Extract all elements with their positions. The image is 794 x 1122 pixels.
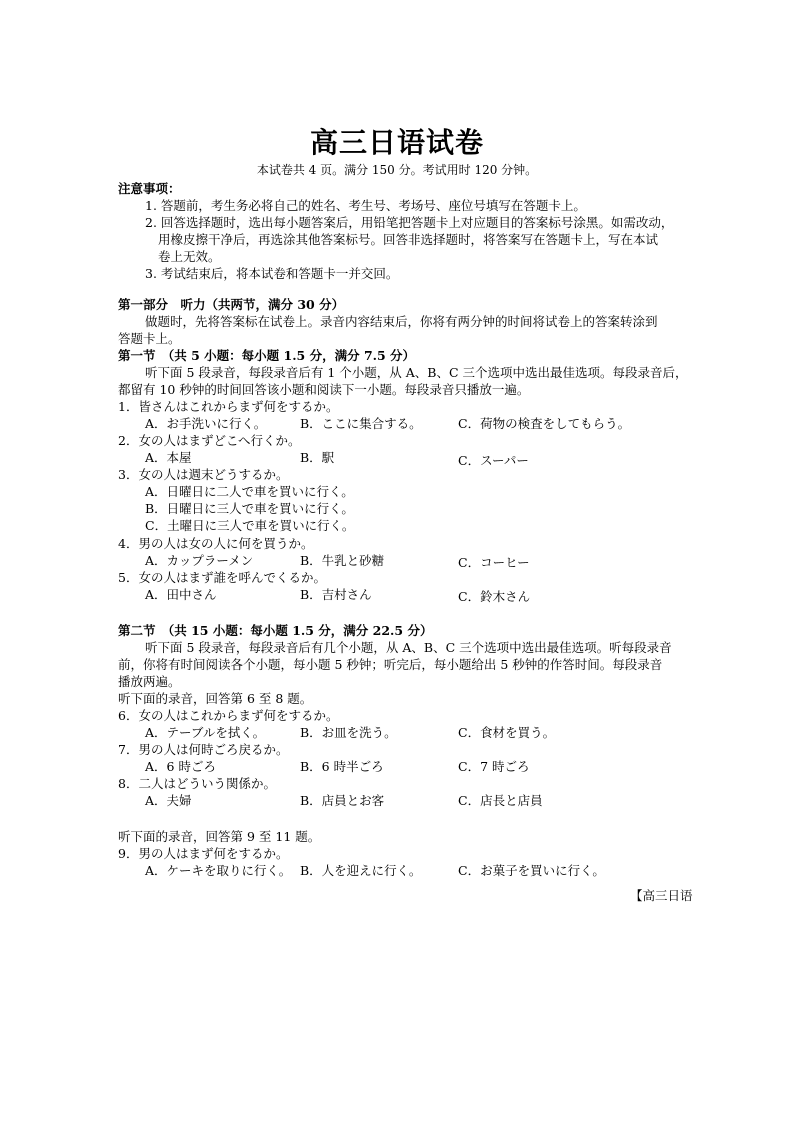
option-b: B．人を迎えに行く。 — [300, 863, 422, 878]
exam-subtitle: 本试卷共 4 页。满分 150 分。考试用时 120 分钟。 — [256, 163, 538, 177]
page-title: 高三日语试卷 — [309, 126, 484, 159]
option-a: A．カップラーメン — [145, 553, 254, 568]
option-a: A．日曜日に二人で車を買いに行く。 — [145, 484, 354, 499]
option-c: C．お菓子を買いに行く。 — [458, 863, 605, 878]
group-instruction: 听下面的录音，回答第 6 至 8 题。 — [118, 691, 313, 706]
section2-intro: 播放两遍。 — [118, 674, 181, 689]
option-b: B．お皿を洗う。 — [300, 725, 397, 740]
option-b: B．牛乳と砂糖 — [300, 553, 385, 568]
part1-intro: 答题卡上。 — [118, 331, 181, 346]
section1-heading: 第一节 （共 5 小题：每小题 1.5 分，满分 7.5 分） — [118, 348, 416, 363]
section1-intro: 都留有 10 秒钟的时间回答该小题和阅读下一小题。每段录音只播放一遍。 — [118, 382, 530, 397]
notice-item: 2. 回答选择题时，选出每小题答案后，用铅笔把答题卡上对应题目的答案标号涂黑。如需改动， — [145, 215, 674, 230]
question-text: 6．女の人はこれからまず何をするか。 — [118, 708, 339, 723]
notice-item: 1. 答题前，考生务必将自己的姓名、考生号、考场号、座位号填写在答题卡上。 — [145, 198, 586, 213]
notice-item: 3. 考试结束后，将本试卷和答题卡一并交回。 — [145, 266, 399, 281]
option-a: A．田中さん — [145, 587, 217, 602]
option-c: C．7 時ごろ — [458, 759, 530, 774]
option-a: A．テーブルを拭く。 — [145, 725, 266, 740]
option-c: C．土曜日に三人で車を買いに行く。 — [145, 518, 355, 533]
option-a: A．本屋 — [145, 450, 192, 465]
option-b: B．日曜日に三人で車を買いに行く。 — [145, 501, 354, 516]
question-text: 9．男の人はまず何をするか。 — [118, 846, 289, 861]
option-a: A．6 時ごろ — [145, 759, 216, 774]
option-b: B．吉村さん — [300, 587, 372, 602]
section2-heading: 第二节 （共 15 小题：每小题 1.5 分，满分 22.5 分） — [118, 623, 433, 638]
question-text: 8．二人はどういう関係か。 — [118, 776, 276, 791]
option-b: B．ここに集合する。 — [300, 416, 422, 431]
option-c: C．鈴木さん — [458, 589, 531, 604]
question-text: 1．皆さんはこれからまず何をするか。 — [118, 399, 339, 414]
part1-heading: 第一部分 听力（共两节，满分 30 分） — [118, 297, 345, 312]
question-text: 3．女の人は週末どうするか。 — [118, 467, 289, 482]
section1-intro: 听下面 5 段录音，每段录音后有 1 个小题，从 A、B、C 三个选项中选出最佳选项。每段录音后， — [145, 365, 688, 380]
question-text: 5．女の人はまず誰を呼んでくるか。 — [118, 570, 326, 585]
option-b: B．店員とお客 — [300, 793, 385, 808]
option-a: A．お手洗いに行く。 — [145, 416, 267, 431]
option-b: B．6 時半ごろ — [300, 759, 384, 774]
notice-heading: 注意事项： — [118, 181, 181, 196]
option-c: C．店長と店員 — [458, 793, 543, 808]
section2-intro: 前，你将有时间阅读各个小题，每小题 5 秒钟；听完后，每小题给出 5 秒钟的作答时间。每段录音 — [118, 657, 663, 672]
notice-item: 用橡皮擦干净后，再选涂其他答案标号。回答非选择题时，将答案写在答题卡上，写在本试 — [158, 232, 659, 247]
section2-intro: 听下面 5 段录音，每段录音后有几个小题，从 A、B、C 三个选项中选出最佳选项。听每段录音 — [145, 640, 672, 655]
group-instruction: 听下面的录音，回答第 9 至 11 题。 — [118, 829, 321, 844]
question-text: 4．男の人は女の人に何を買うか。 — [118, 536, 314, 551]
option-b: B．駅 — [300, 450, 335, 465]
option-c: C．食材を買う。 — [458, 725, 556, 740]
option-c: C．スーパー — [458, 453, 529, 468]
page-footer-mark: 【高三日语 — [630, 888, 693, 903]
question-text: 2．女の人はまずどこへ行くか。 — [118, 433, 301, 448]
question-text: 7．男の人は何時ごろ戻るか。 — [118, 742, 289, 757]
notice-item: 卷上无效。 — [158, 249, 221, 264]
option-a: A．夫婦 — [145, 793, 192, 808]
option-c: C．荷物の検査をしてもらう。 — [458, 416, 631, 431]
part1-intro: 做题时，先将答案标在试卷上。录音内容结束后，你将有两分钟的时间将试卷上的答案转涂到 — [145, 314, 658, 329]
option-c: C．コーヒー — [458, 555, 530, 570]
option-a: A．ケーキを取りに行く。 — [145, 863, 292, 878]
